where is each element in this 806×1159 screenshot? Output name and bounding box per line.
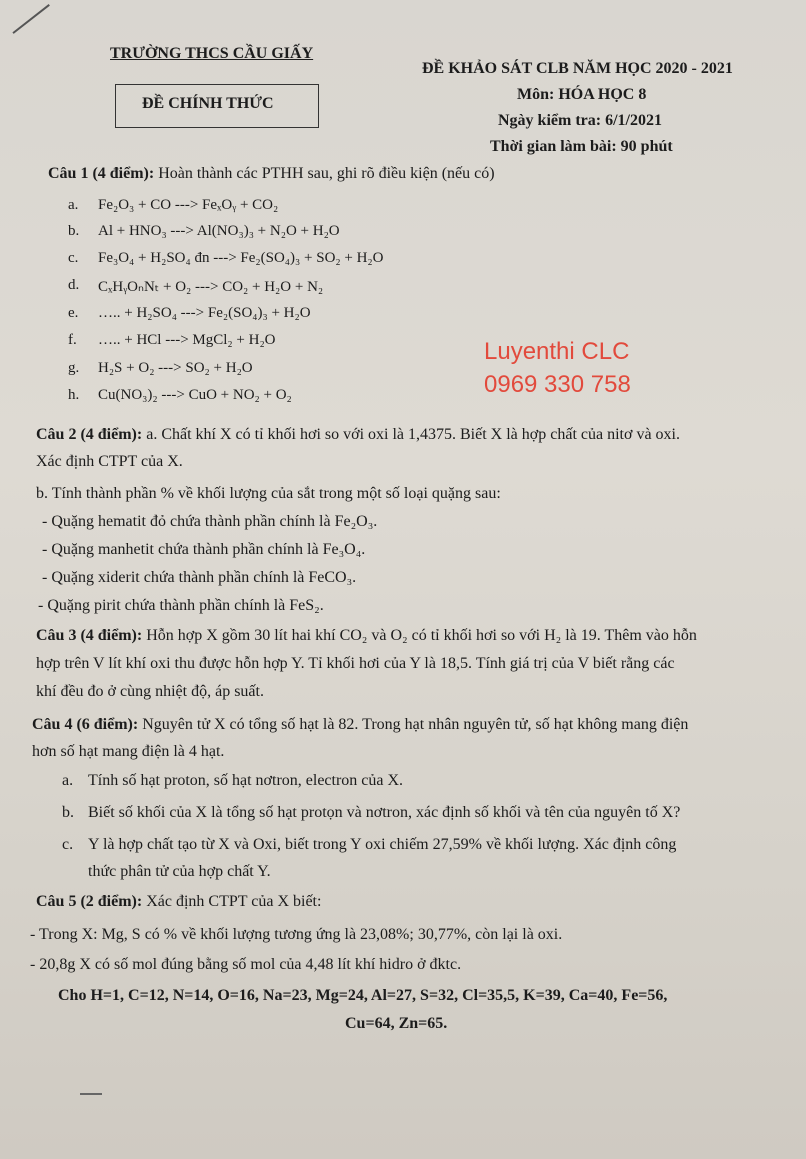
q5-text: Xác định CTPT của X biết:: [146, 893, 322, 910]
equation-d: CₓHᵧOₙNₜ + O₂ ---> CO₂ + H₂O + N₂: [98, 279, 324, 295]
q1-heading: [48, 165, 495, 183]
equation-g: H₂S + O₂ ---> SO₂ + H₂O: [98, 360, 253, 376]
q1-text: Hoàn thành các PTHH sau, ghi rõ điều kiện (nếu có): [158, 165, 495, 182]
q1-letter-g: g.: [68, 360, 80, 376]
exam-date: Ngày kiểm tra: 6/1/2021: [498, 112, 662, 129]
q1-letter-a: a.: [68, 197, 79, 213]
q1-letter-f: f.: [68, 332, 77, 348]
atomic-masses-2: Cu=64, Zn=65.: [345, 1015, 448, 1032]
q1-letter-e: e.: [68, 305, 79, 321]
q4-letter-a: a.: [62, 772, 74, 789]
q5-line-2: - 20,8g X có số mol đúng bằng số mol của 4,48 lít khí hidro ở đktc.: [30, 956, 462, 973]
equation-a: Fe₂O₃ + CO ---> FeₓOᵧ + CO₂: [98, 197, 279, 213]
watermark-phone: 0969 330 758: [484, 371, 631, 398]
ore-hematite: - Quặng hematit đỏ chứa thành phần chính là Fe₂O₃.: [42, 513, 378, 530]
equation-h: Cu(NO₃)₂ ---> CuO + NO₂ + O₂: [98, 387, 292, 403]
q4-line-2: hơn số hạt mang điện là 4 hạt.: [32, 743, 225, 760]
q1-label: Câu 1 (4 điểm):: [48, 165, 155, 182]
q4-c-text-2: thức phân tử của hợp chất Y.: [88, 863, 271, 880]
pencil-dash: [80, 1093, 102, 1095]
pencil-mark: [12, 4, 49, 34]
q4-c-text-1: Y là hợp chất tạo từ X và Oxi, biết trong Y oxi chiếm 27,59% về khối lượng. Xác định công: [88, 836, 677, 853]
q4-letter-b: b.: [62, 804, 74, 821]
ore-pyrite: - Quặng pirit chứa thành phần chính là FeS₂.: [38, 597, 324, 614]
q5-line-1: - Trong X: Mg, S có % về khối lượng tương ứng là 23,08%; 30,77%, còn lại là oxi.: [30, 926, 563, 943]
q4-a-text: Tính số hạt proton, số hạt nơtron, electron của X.: [88, 772, 404, 789]
q1-letter-d: d.: [68, 277, 80, 293]
q3-label: Câu 3 (4 điểm):: [36, 627, 143, 644]
q5-label: Câu 5 (2 điểm):: [36, 893, 143, 910]
equation-f: ….. + HCl ---> MgCl₂ + H₂O: [98, 332, 276, 348]
subject: Môn: HÓA HỌC 8: [517, 86, 647, 103]
q1-letter-h: h.: [68, 387, 80, 403]
q2-label: Câu 2 (4 điểm):: [36, 426, 143, 443]
q4-b-text: Biết số khối của X là tổng số hạt protọn và nơtron, xác định số khối và tên của nguyên tố X?: [88, 804, 681, 821]
q3-line-3: khí đều đo ở cùng nhiệt độ, áp suất.: [36, 683, 264, 700]
q1-letter-c: c.: [68, 250, 79, 266]
q3-line-1: [36, 627, 697, 645]
q2-b-text: b. Tính thành phần % về khối lượng của sắt trong một số loại quặng sau:: [36, 485, 501, 502]
q3-line-2: hợp trên V lít khí oxi thu được hỗn hợp Y. Tỉ khối hơi của Y là 18,5. Tính giá trị của V biết rằng các: [36, 655, 675, 672]
equation-c: Fe₃O₄ + H₂SO₄ đn ---> Fe₂(SO₄)₃ + SO₂ + H₂O: [98, 250, 384, 266]
q2-line-2: Xác định CTPT của X.: [36, 453, 183, 470]
q2-a-text: a. Chất khí X có tỉ khối hơi so với oxi là 1,4375. Biết X là hợp chất của nitơ và oxi.: [146, 426, 680, 443]
exam-title: ĐỀ KHẢO SÁT CLB NĂM HỌC 2020 - 2021: [422, 60, 733, 77]
equation-b: Al + HNO₃ ---> Al(NO₃)₃ + N₂O + H₂O: [98, 223, 340, 239]
q4-line-1: [32, 716, 688, 734]
q3-text-1: Hỗn hợp X gồm 30 lít hai khí CO₂ và O₂ có tỉ khối hơi so với H₂ là 19. Thêm vào hỗn: [146, 627, 697, 644]
official-label: ĐỀ CHÍNH THỨC: [142, 95, 274, 112]
watermark-name: Luyenthi CLC: [484, 338, 630, 365]
q4-text-1: Nguyên tử X có tổng số hạt là 82. Trong hạt nhân nguyên tử, số hạt không mang điện: [142, 716, 689, 733]
ore-siderite: - Quặng xiderit chứa thành phần chính là FeCO₃.: [42, 569, 357, 586]
q1-letter-b: b.: [68, 223, 80, 239]
q4-label: Câu 4 (6 điểm):: [32, 716, 139, 733]
q2-line-1: [36, 426, 680, 444]
ore-magnetite: - Quặng manhetit chứa thành phần chính là Fe₃O₄.: [42, 541, 366, 558]
school-name: TRƯỜNG THCS CẦU GIẤY: [110, 45, 314, 62]
q5-heading: [36, 893, 321, 911]
equation-e: ….. + H₂SO₄ ---> Fe₂(SO₄)₃ + H₂O: [98, 305, 311, 321]
q4-letter-c: c.: [62, 836, 74, 853]
duration: Thời gian làm bài: 90 phút: [490, 138, 673, 155]
atomic-masses-1: Cho H=1, C=12, N=14, O=16, Na=23, Mg=24, Al=27, S=32, Cl=35,5, K=39, Ca=40, Fe=56,: [58, 987, 668, 1004]
